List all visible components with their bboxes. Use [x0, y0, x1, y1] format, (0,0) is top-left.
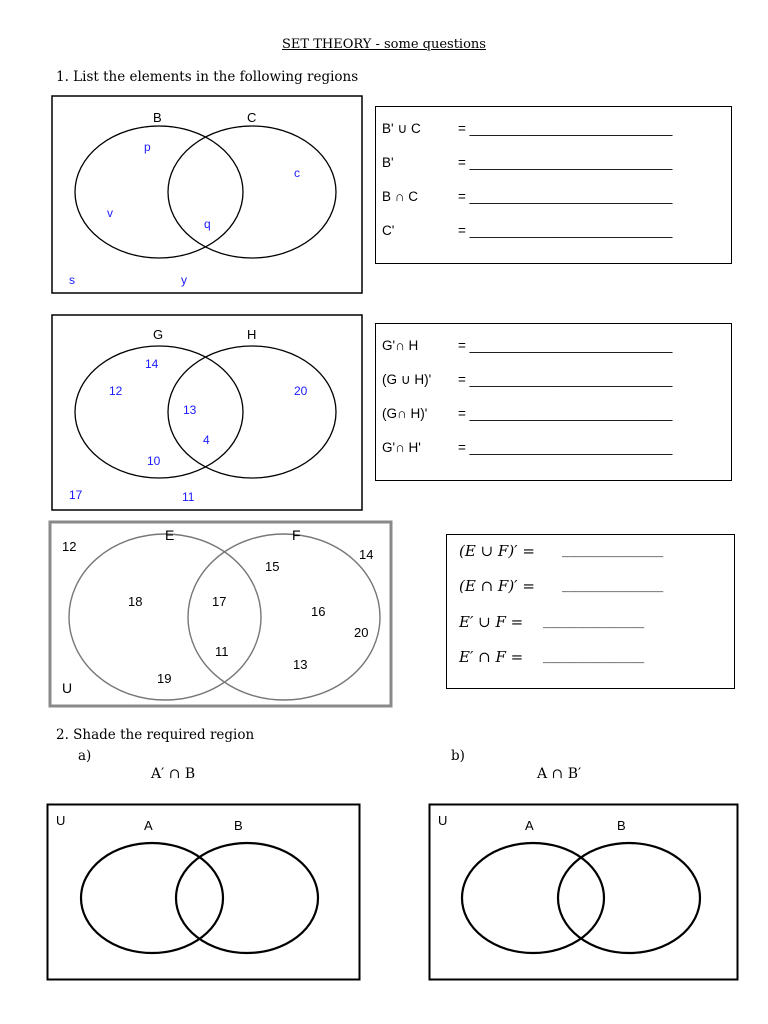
answer-label: (E ∩ F)′ =: [459, 577, 535, 595]
element: 14: [359, 547, 374, 562]
shade-venn-b[interactable]: [428, 803, 739, 981]
answer-label: B': [382, 155, 394, 170]
element: 11: [215, 644, 229, 659]
part-b-label: b): [451, 748, 465, 764]
answer-label: B' ∪ C: [382, 121, 421, 136]
set-label-b: B: [153, 110, 162, 125]
element: 17: [69, 488, 83, 502]
element: y: [181, 273, 187, 287]
set-label-b: B: [234, 818, 243, 833]
question-2-heading: 2. Shade the required region: [56, 727, 255, 743]
element: 20: [294, 384, 308, 398]
element: 14: [145, 357, 159, 371]
part-b-expression: A ∩ B′: [537, 766, 582, 782]
element: 18: [128, 594, 143, 609]
answer-label: (G∩ H)': [382, 406, 428, 421]
set-label-a: A: [525, 818, 534, 833]
answer-label: G'∩ H': [382, 440, 421, 455]
answer-blank[interactable]: = ___________________________: [458, 189, 673, 204]
universe-label: U: [56, 813, 66, 828]
set-label-g: G: [153, 327, 164, 342]
answer-blank[interactable]: _______________: [543, 613, 645, 629]
element: c: [294, 166, 300, 180]
answer-blank[interactable]: = ___________________________: [458, 223, 673, 238]
answer-blank[interactable]: _______________: [562, 542, 664, 558]
universe-label: U: [62, 680, 73, 696]
set-label-h: H: [247, 327, 257, 342]
answer-blank[interactable]: = ___________________________: [458, 440, 673, 455]
answer-label: (E ∪ F)′ =: [459, 542, 535, 560]
element: 4: [203, 433, 210, 447]
answer-blank[interactable]: = ___________________________: [458, 338, 673, 353]
venn-diagram-bc: [51, 95, 364, 295]
answer-box-ef: [446, 534, 735, 689]
element: 13: [183, 403, 197, 417]
answer-blank[interactable]: = ___________________________: [458, 121, 673, 136]
page-title: SET THEORY - some questions: [282, 37, 486, 52]
venn-diagram-gh: [51, 314, 364, 512]
answer-label: E′ ∩ F =: [459, 648, 524, 666]
element: s: [69, 273, 75, 287]
answer-blank[interactable]: _______________: [562, 577, 664, 593]
element: 12: [109, 384, 123, 398]
set-label-e: E: [165, 527, 175, 543]
answer-label: G'∩ H: [382, 338, 419, 353]
set-label-a: A: [144, 818, 153, 833]
answer-blank[interactable]: = ___________________________: [458, 372, 673, 387]
answer-box-bc: [375, 106, 732, 264]
answer-label: C': [382, 223, 395, 238]
element: 17: [212, 594, 227, 609]
answer-label: E′ ∪ F =: [459, 613, 524, 631]
element: q: [204, 217, 211, 231]
question-1-heading: 1. List the elements in the following regions: [56, 69, 359, 85]
answer-label: (G ∪ H)': [382, 372, 432, 387]
element: 12: [62, 539, 77, 554]
answer-blank[interactable]: _______________: [543, 648, 645, 664]
answer-label: B ∩ C: [382, 189, 418, 204]
set-label-c: C: [247, 110, 257, 125]
answer-box-gh: [375, 323, 732, 481]
answer-blank[interactable]: = ___________________________: [458, 406, 673, 421]
element: p: [144, 140, 151, 154]
element: 20: [354, 625, 369, 640]
element: 15: [265, 559, 280, 574]
element: 13: [293, 657, 308, 672]
element: v: [107, 206, 113, 220]
part-a-label: a): [78, 748, 92, 764]
universe-label: U: [438, 813, 448, 828]
set-label-b: B: [617, 818, 626, 833]
element: 11: [182, 490, 195, 504]
venn-diagram-ef: [48, 520, 393, 708]
element: 10: [147, 454, 161, 468]
element: 19: [157, 671, 172, 686]
set-label-f: F: [292, 527, 301, 543]
element: 16: [311, 604, 326, 619]
part-a-expression: A′ ∩ B: [151, 766, 196, 782]
shade-venn-a[interactable]: [46, 803, 361, 981]
answer-blank[interactable]: = ___________________________: [458, 155, 673, 170]
